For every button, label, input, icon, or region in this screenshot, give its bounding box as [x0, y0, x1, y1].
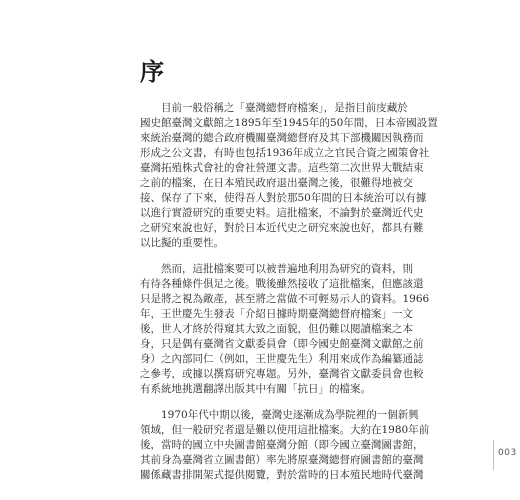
page-number-tab: [493, 440, 520, 470]
text-line: 之研究來說也好，對於日本近代史之研究來說也好，都具有難: [140, 222, 424, 234]
text-line: 身）之內部同仁（例如，王世慶先生）利用來成作為編纂通誌: [140, 353, 424, 365]
text-line: 領域，但一般研究者還是難以使用這批檔案。大約在1980年前: [140, 424, 430, 436]
text-line: 後，當時的國立中央圖書館臺灣分館（即今國立臺灣圖書館，: [140, 439, 424, 451]
text-line: 後，世人才終於得窺其大致之面貌，但仍難以閱讀檔案之本: [140, 323, 413, 335]
text-line: 只是將之視為敵產，甚至將之當做不可輕易示人的資料。1966: [140, 293, 430, 305]
text-line: 然而，這批檔案要可以被普遍地利用為研究的資料，則: [161, 263, 413, 275]
paragraph-3: [140, 408, 430, 483]
text-line: 之前的檔案，在日本殖民政府退出臺灣之後，很難得地被交: [140, 177, 413, 189]
text-line: 年，王世慶先生發表「介紹日據時期臺灣總督府檔案」一文: [140, 308, 413, 320]
text-line: 接、保存了下來，使得吾人對於那50年間的日本統治可以有據: [140, 192, 427, 204]
text-line: 來統治臺灣的總合政府機關臺灣總督府及其下部機關因執務而: [140, 132, 424, 144]
preface-body: [140, 101, 438, 494]
paragraph-1: [140, 101, 438, 251]
text-line: 以進行實證研究的重要史料。這批檔案，不論對於臺灣近代史: [140, 207, 424, 219]
text-line: 有系統地挑選翻譯出版其中有關「抗日」的檔案。: [140, 383, 371, 395]
paragraph-2: [140, 262, 430, 397]
page-heading: 序: [140, 57, 165, 86]
text-line: 以比擬的重要性。: [140, 237, 224, 249]
text-line: 關係藏書排開架式提供閱覽，對於當時的日本殖民地時代臺灣: [140, 469, 424, 481]
text-line: 臺灣拓殖株式會社的會社營運文書。這些第二次世界大戰結束: [140, 162, 424, 174]
text-line: 之參考，或據以撰寫研究專題。另外，臺灣省文獻委員會也較: [140, 368, 424, 380]
page-number: 003: [498, 448, 517, 458]
text-line: 有待各種條件俱足之後。戰後雖然接收了這批檔案，但應該還: [140, 278, 424, 290]
text-line: 國史館臺灣文獻館之1895年至1945年的50年間，日本帝國設置: [140, 117, 438, 129]
text-line: 1970年代中期以後，臺灣史逐漸成為學院裡的一個新興: [161, 409, 419, 421]
text-line: 目前一般俗稱之「臺灣總督府檔案」，是指目前庋藏於: [161, 102, 408, 114]
text-line: 身，只是偶有臺灣省文獻委員會（即今國史館臺灣文獻館之前: [140, 338, 424, 350]
text-line: 形成之公文書，有時也包括1936年成立之官民合資之國策會社: [140, 147, 430, 159]
text-line: 其前身為臺灣省立圖書館）率先將原臺灣總督府圖書館的臺灣: [140, 454, 424, 466]
